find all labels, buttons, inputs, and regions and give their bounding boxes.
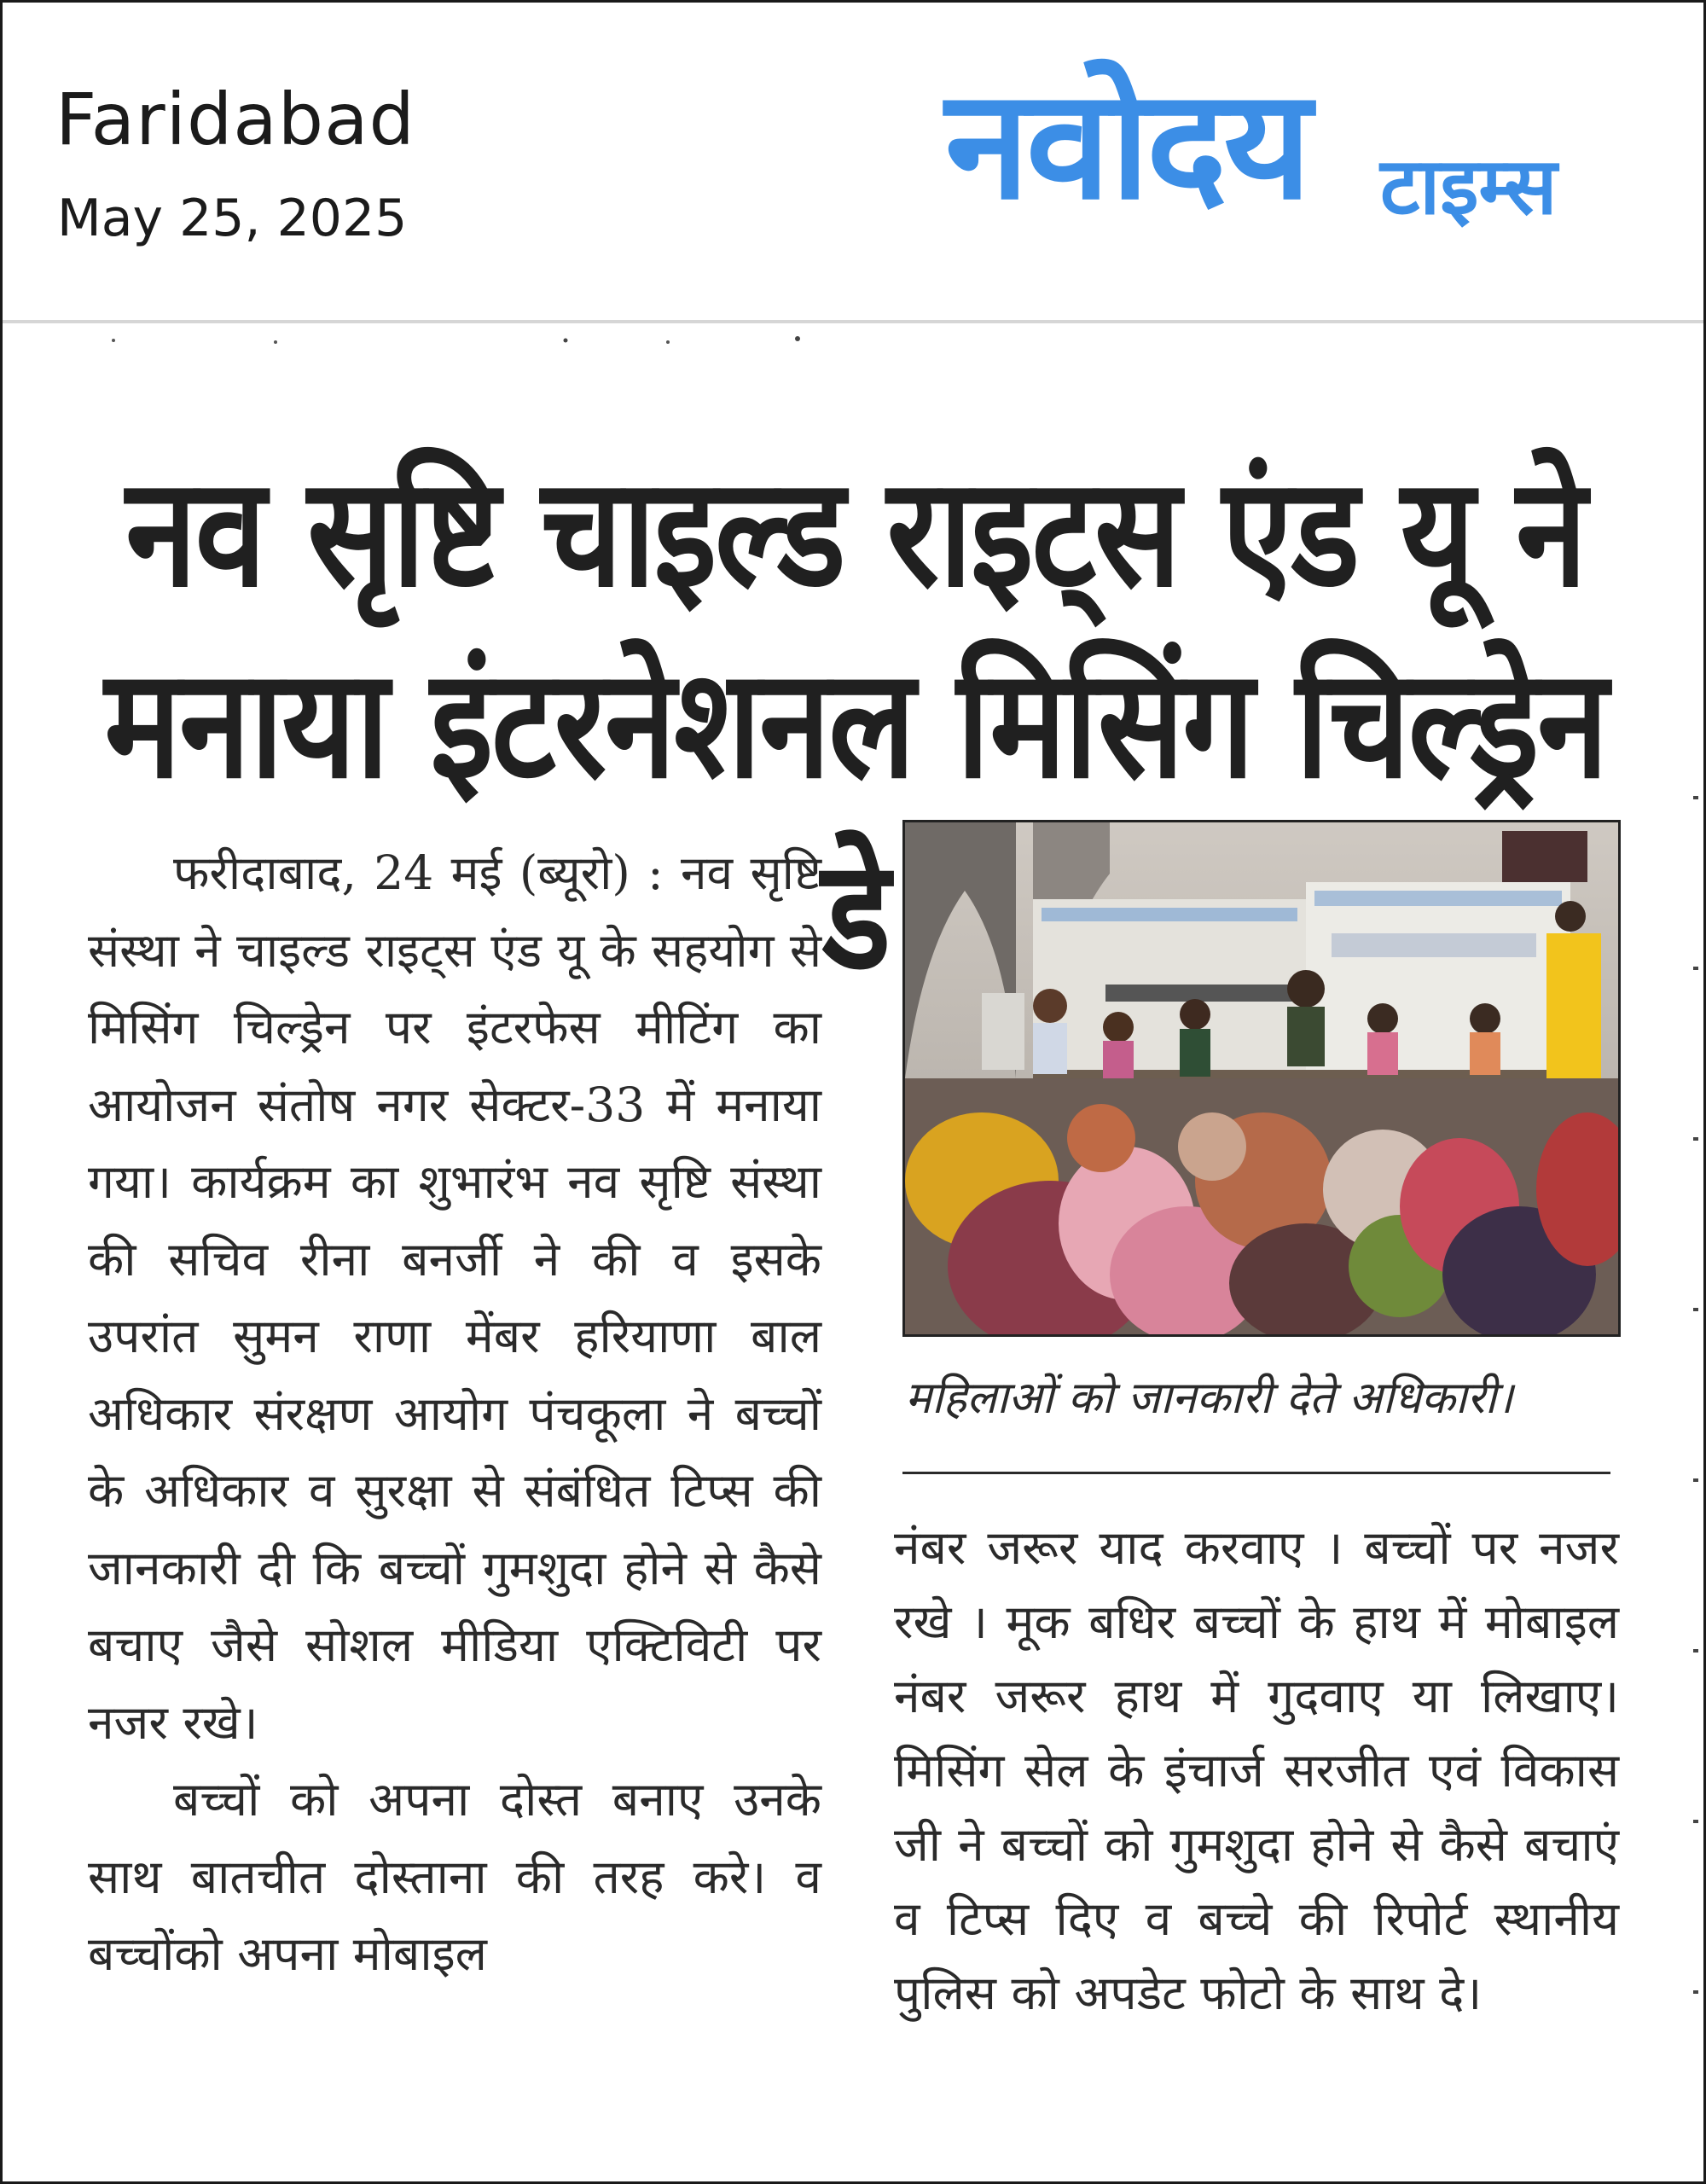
headline-line-2: मनाया इंटरनेशनल मिसिंग चिल्ड्रेन डे — [104, 636, 1607, 1004]
article-paragraph-1: फरीदाबाद, 24 मई (ब्यूरो) : नव सृष्टि संस्था ने चाइल्ड राइट्स एंड यू के सहयोग से मिसिंग चिल्ड्रेन पर इंटरफेस मीटिंग का आयोजन संतोष नगर सेक्टर-33 में मनाया गया। कार्यक्रम का शुभारंभ नव सृष्टि संस्था की सचिव रीना बनर्जी ने की व इसके उपरांत सुमन राणा मेंबर हरियाणा बाल अधिकार संरक्षण आयोग पंचकूला ने बच्चों के अधिकार व सुरक्षा से संबंधित टिप्स की जानकारी दी कि बच्चों गुमशुदा होने से कैसे बचाए जैसे सोशल मीडिया एक्टिविटी पर नजर रखे। — [88, 845, 821, 1750]
logo-main-text: नवोदय — [945, 56, 1309, 233]
caption-divider — [902, 1472, 1610, 1474]
clipping-header — [3, 3, 1703, 323]
photo-caption: महिलाओं को जानकारी देते अधिकारी। — [905, 1373, 1513, 1424]
event-photo — [902, 820, 1621, 1337]
scan-edge-marks — [1690, 796, 1702, 2076]
edition-date: May 25, 2025 — [57, 189, 408, 248]
newspaper-logo — [945, 56, 1645, 257]
article-paragraph-3: नंबर जरूर याद करवाए । बच्चों पर नजर रखे । मूक बधिर बच्चों के हाथ में मोबाइल नंबर जरूर हाथ में गुदवाए या लिखाए। मिसिंग सेल के इंचार्ज सरजीत एवं विकास जी ने बच्चों को गुमशुदा होने से कैसे बचाएं व टिप्स दिए व बच्चे की रिपोर्ट स्थानीय पुलिस को अपडेट फोटो के साथ दे। — [894, 1520, 1619, 2020]
article-paragraph-2: बच्चों को अपना दोस्त बनाए उनके साथ बातचीत दोस्ताना की तरह करे। व बच्चोंको अपना मोबाइल — [88, 1772, 821, 1981]
article-left-column — [88, 834, 821, 1993]
logo-sub-text: टाइम्स — [1380, 141, 1558, 232]
event-photo-illustration — [905, 822, 1618, 1334]
headline-line-1: नव सृष्टि चाइल्ड राइट्स एंड यू ने — [125, 445, 1586, 621]
scan-artifacts — [105, 334, 856, 351]
edition-city: Faridabad — [55, 78, 415, 161]
article-right-column — [894, 1511, 1619, 2030]
